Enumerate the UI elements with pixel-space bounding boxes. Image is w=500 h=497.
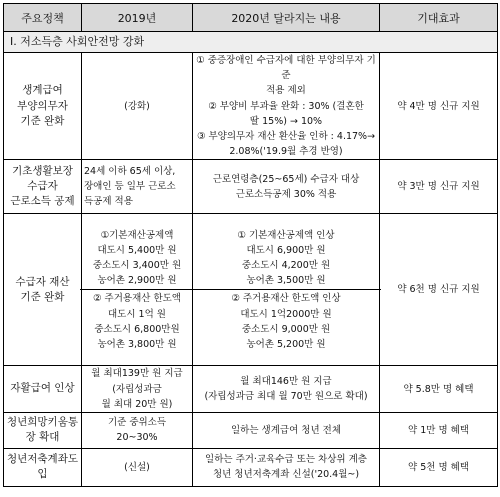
section-row bbox=[4, 32, 498, 53]
header-row bbox=[4, 4, 498, 32]
y2019-line: 중소도시 3,400만 원 bbox=[92, 259, 182, 271]
policy-cell bbox=[4, 366, 82, 413]
policy-label: 수급자 재산 bbox=[15, 275, 70, 288]
header-policy: 주요정책 bbox=[4, 4, 82, 32]
policy-label: 기준 완화 bbox=[20, 114, 65, 127]
policy-label: 기준 완화 bbox=[20, 290, 65, 303]
effect-cell: 약 4만 명 신규 지원 bbox=[380, 53, 498, 160]
y2020-line: ② 주거용재산 한도액 인상 bbox=[231, 293, 341, 305]
effect-cell: 약 1만 명 혜택 bbox=[380, 412, 498, 448]
header-effect: 기대효과 bbox=[380, 4, 498, 32]
effect-cell: 약 5.8만 명 혜택 bbox=[380, 366, 498, 413]
y2019-block-housing bbox=[82, 290, 192, 353]
y2020-cell bbox=[193, 53, 380, 160]
header-2020: 2020년 달라지는 내용 bbox=[193, 4, 380, 32]
y2019-line: (신설) bbox=[124, 461, 150, 473]
y2020-line: 중소도시 4,200만 원 bbox=[241, 259, 331, 271]
section-title: Ⅰ. 저소득층 사회안전망 강화 bbox=[4, 32, 498, 53]
y2019-line: 농어촌 3,800만 원 bbox=[97, 338, 177, 350]
table-row bbox=[4, 53, 498, 160]
y2019-cell bbox=[82, 214, 193, 366]
y2020-cell bbox=[193, 448, 380, 486]
y2020-line: 대도시 6,900만 원 bbox=[246, 244, 326, 256]
y2019-line: (자립성과금 bbox=[112, 383, 162, 395]
y2019-line: 20~30% bbox=[116, 432, 158, 444]
y2020-block-basic bbox=[193, 227, 379, 290]
y2019-cell bbox=[82, 448, 193, 486]
y2020-line: ① 중증장애인 수급자에 대한 부양의무자 기준 bbox=[196, 55, 376, 82]
y2019-line: 농어촌 2,900만 원 bbox=[97, 275, 177, 287]
policy-label: 부양의무자 bbox=[17, 99, 68, 112]
y2020-line: 적용 제외 bbox=[266, 85, 306, 97]
y2020-line: 농어촌 3,500만 원 bbox=[246, 275, 326, 287]
y2020-block-housing bbox=[193, 290, 379, 353]
y2019-line: 기준 중위소득 bbox=[107, 417, 167, 429]
policy-cell bbox=[4, 448, 82, 486]
y2020-cell bbox=[193, 412, 380, 448]
policy-cell bbox=[4, 214, 82, 366]
policy-table-container bbox=[3, 3, 497, 487]
table-row bbox=[4, 214, 498, 366]
policy-label: 자활급여 인상 bbox=[10, 382, 75, 395]
y2019-line: 월 최대 20만 원) bbox=[101, 398, 173, 410]
y2020-line: 월 최대146만 원 지급 bbox=[240, 375, 332, 387]
policy-label: 근로소득 공제 bbox=[10, 195, 75, 208]
policy-label: 청년저축계좌도 bbox=[6, 453, 78, 466]
y2019-line: 월 최대139만 원 지급 bbox=[91, 368, 183, 380]
table-row bbox=[4, 448, 498, 486]
table-row bbox=[4, 366, 498, 413]
y2020-line: 2.08%('19.9월 추경 반영) bbox=[229, 146, 343, 158]
y2019-line: 대도시 5,400만 원 bbox=[97, 244, 177, 256]
y2019-cell: (강화) bbox=[82, 53, 193, 160]
y2020-line: 딸 15%) → 10% bbox=[249, 115, 323, 127]
y2020-line: 근로연령층(25~65세) 수급자 대상 bbox=[212, 173, 360, 185]
y2020-line: 중소도시 9,000만 원 bbox=[241, 323, 331, 335]
effect-cell: 약 6천 명 신규 지원 bbox=[380, 214, 498, 366]
y2020-line: 농어촌 5,200만 원 bbox=[246, 338, 326, 350]
y2019-line: 24세 이하 65세 이상, bbox=[84, 166, 176, 178]
effect-cell: 약 3만 명 신규 지원 bbox=[380, 160, 498, 214]
y2019-block-basic bbox=[82, 227, 192, 290]
y2020-line: 청년 청년저축계좌 신설('20.4월~) bbox=[212, 469, 360, 481]
table-row bbox=[4, 160, 498, 214]
policy-label: 입 bbox=[37, 468, 48, 481]
y2020-cell bbox=[193, 160, 380, 214]
y2019-line: ①기본재산공제액 bbox=[100, 229, 174, 241]
y2020-line: 일하는 생계급여 청년 전체 bbox=[230, 424, 341, 436]
policy-label: 기초생활보장 bbox=[12, 164, 73, 177]
policy-cell bbox=[4, 160, 82, 214]
y2020-cell bbox=[193, 366, 380, 413]
table-row bbox=[4, 412, 498, 448]
effect-cell: 약 5천 명 혜택 bbox=[380, 448, 498, 486]
policy-label: 수급자 bbox=[27, 180, 58, 193]
policy-label: 청년희망키움통 bbox=[6, 416, 78, 429]
y2020-cell bbox=[193, 214, 380, 366]
policy-label: 생계급여 bbox=[22, 84, 63, 97]
policy-cell bbox=[4, 412, 82, 448]
y2019-line: ② 주거용재산 한도액 bbox=[93, 293, 181, 305]
y2019-line: 대도시 1억 원 bbox=[108, 308, 166, 320]
y2020-line: ① 기본재산공제액 인상 bbox=[237, 229, 335, 241]
y2020-line: 일하는 주거·교육수급 또는 차상위 계층 bbox=[205, 454, 367, 466]
policy-table bbox=[3, 3, 498, 487]
y2020-line: ② 부양비 부과율 완화 : 30% (결혼한 bbox=[208, 100, 364, 112]
y2019-cell bbox=[82, 160, 193, 214]
policy-cell bbox=[4, 53, 82, 160]
policy-label: 장 확대 bbox=[25, 431, 60, 444]
y2019-cell bbox=[82, 366, 193, 413]
y2020-line: 근로소득공제 30% 적용 bbox=[235, 188, 337, 200]
header-2019: 2019년 bbox=[82, 4, 193, 32]
y2020-line: 대도시 1억2000만 원 bbox=[240, 308, 332, 320]
y2019-line: 득공제 적용 bbox=[84, 196, 133, 208]
y2019-line: 중소도시 6,800만원 bbox=[94, 323, 180, 335]
y2019-cell bbox=[82, 412, 193, 448]
y2019-line: 장애인 등 일부 근로소 bbox=[84, 181, 176, 193]
y2020-line: ③ 부양의무자 재산 환산율 인하 : 4.17%→ bbox=[196, 130, 376, 142]
y2020-line: (자립성과금 최대 월 70만 원으로 확대) bbox=[204, 391, 368, 403]
